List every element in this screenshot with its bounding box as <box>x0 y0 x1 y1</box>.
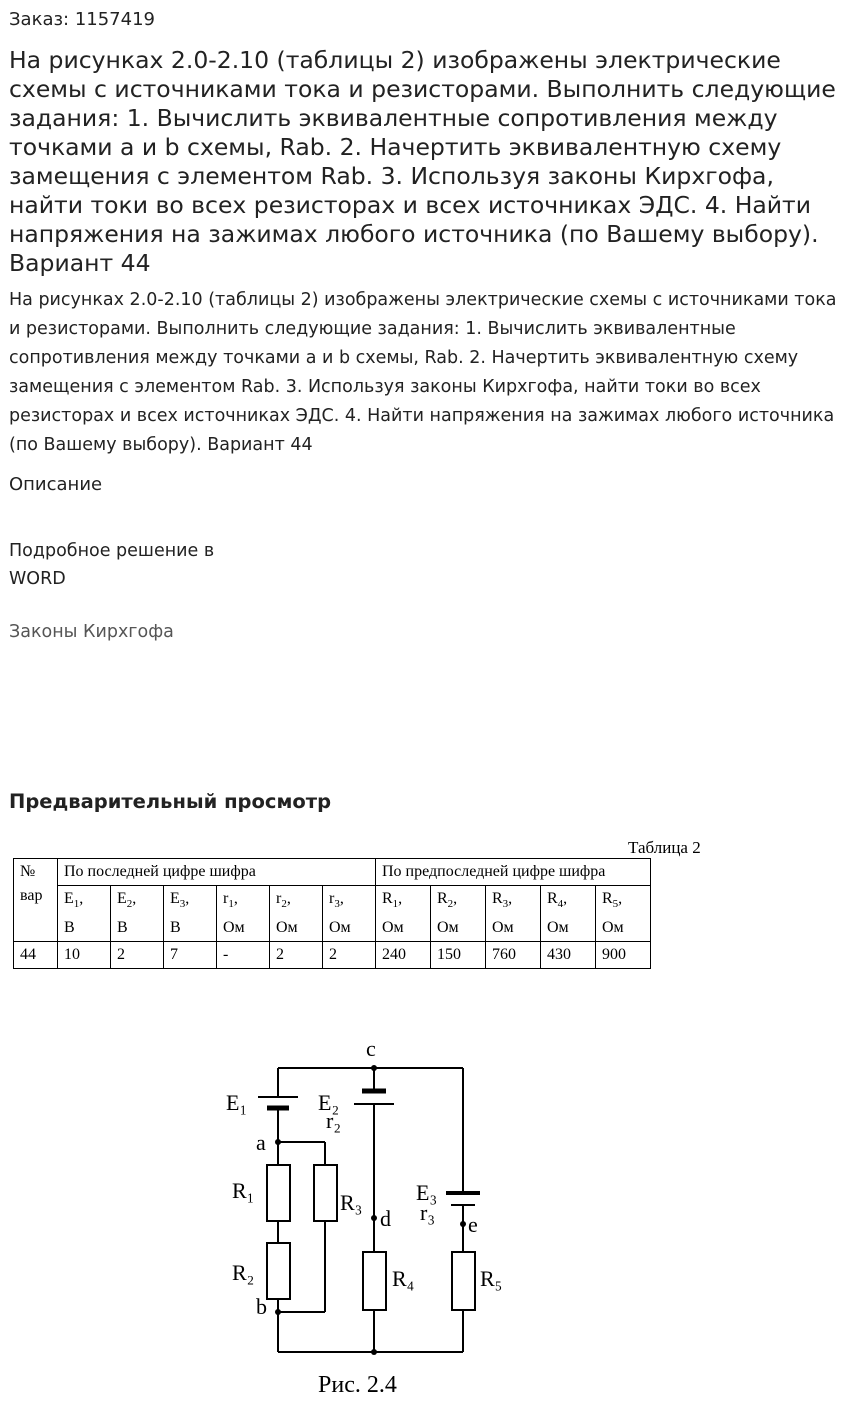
parameters-table <box>13 858 651 969</box>
table-subheader-row <box>14 886 651 942</box>
label-e1: E₁ <box>226 1090 248 1115</box>
resistor-r5 <box>452 1252 475 1310</box>
node-a <box>275 1139 281 1145</box>
node-d <box>371 1215 377 1221</box>
label-node-d: d <box>380 1206 391 1231</box>
col-header-r3: $r_3$, Ом <box>323 886 376 942</box>
table-header-row <box>14 859 651 886</box>
cell-E2: 2 <box>111 942 164 969</box>
col-header-R1: $R_1$, Ом <box>376 886 431 942</box>
resistor-r3 <box>314 1165 337 1221</box>
resistor-r1 <box>267 1165 290 1221</box>
cell-R3: 760 <box>486 942 541 969</box>
col-variant-header: № вар <box>14 859 58 942</box>
label-e2: E₂ <box>318 1090 340 1115</box>
cell-variant: 44 <box>14 942 58 969</box>
label-node-a: a <box>256 1130 266 1155</box>
order-number: Заказ: 1157419 <box>9 9 155 30</box>
description-heading: Описание <box>9 474 103 495</box>
resistor-r2 <box>267 1243 290 1299</box>
cell-R1: 240 <box>376 942 431 969</box>
col-header-E3: $E_3$, В <box>164 886 217 942</box>
figure-caption: Рис. 2.4 <box>318 1372 397 1398</box>
page-title: На рисунках 2.0-2.10 (таблицы 2) изображены электрические схемы с источниками тока и резисторами. Выполнить следующие задания: 1. Вычислить эквивалентные сопротивления между точками a и b схемы, Rab. 2. Начертить эквивалентную схему замещения с элементом Rab. 3. Используя законы Кирхгофа, найти токи во всех резисторах и всех источниках ЭДС. 4. Найти напряжения на зажимах любого источника (по Вашему выбору). Вариант 44 <box>9 46 836 277</box>
label-r4: R₄ <box>392 1266 415 1291</box>
label-node-b: b <box>256 1294 267 1319</box>
cell-R5: 900 <box>596 942 651 969</box>
label-r2-internal: r₂ <box>326 1108 341 1133</box>
col-header-R4: $R_4$, Ом <box>541 886 596 942</box>
label-r3-internal: r₃ <box>420 1200 435 1225</box>
col-header-R2: $R_2$, Ом <box>431 886 486 942</box>
label-r1: R₁ <box>232 1178 255 1203</box>
col-header-R3: $R_3$, Ом <box>486 886 541 942</box>
task-lead-text: На рисунках 2.0-2.10 (таблицы 2) изображены электрические схемы с источниками тока и резисторами. Выполнить следующие задания: 1. Вычислить эквивалентные сопротивления между точками a и b схемы, Rab. 2. Начертить эквивалентную схему замещения с элементом Rab. 3. Используя законы Кирхгофа, найти токи во всех резисторах и всех источниках ЭДС. 4. Найти напряжения на зажимах любого источника (по Вашему выбору). Вариант 44 <box>9 290 837 455</box>
cell-E3: 7 <box>164 942 217 969</box>
tag-link-kirchhoff[interactable]: Законы Кирхгофа <box>9 622 174 642</box>
group-prelast-digit-header: По предпоследней цифре шифра <box>376 859 651 886</box>
label-node-e: e <box>468 1212 478 1237</box>
label-r5: R₅ <box>480 1266 503 1291</box>
node-bottom <box>371 1349 377 1355</box>
cell-R4: 430 <box>541 942 596 969</box>
col-header-E1: $E_1$, В <box>58 886 111 942</box>
label-e3: E₃ <box>416 1180 438 1205</box>
label-node-c: c <box>366 1036 376 1061</box>
node-c <box>371 1065 377 1071</box>
col-header-E2: $E_2$, В <box>111 886 164 942</box>
resistor-r4 <box>363 1252 386 1310</box>
cell-r3: 2 <box>323 942 376 969</box>
cell-r1: - <box>217 942 270 969</box>
col-header-r1: $r_1$, Ом <box>217 886 270 942</box>
node-b <box>275 1309 281 1315</box>
col-header-r2: $r_2$, Ом <box>270 886 323 942</box>
table-caption: Таблица 2 <box>628 838 701 857</box>
cell-R2: 150 <box>431 942 486 969</box>
cell-r2: 2 <box>270 942 323 969</box>
description-body: Подробное решение в WORD <box>9 541 215 589</box>
label-r3: R₃ <box>340 1190 363 1215</box>
col-header-R5: $R_5$, Ом <box>596 886 651 942</box>
circuit-schematic <box>210 1030 540 1400</box>
table-row <box>14 942 651 969</box>
label-r2: R₂ <box>232 1260 255 1285</box>
group-last-digit-header: По последней цифре шифра <box>58 859 376 886</box>
preview-heading: Предварительный просмотр <box>9 790 332 813</box>
cell-E1: 10 <box>58 942 111 969</box>
node-e <box>460 1221 466 1227</box>
